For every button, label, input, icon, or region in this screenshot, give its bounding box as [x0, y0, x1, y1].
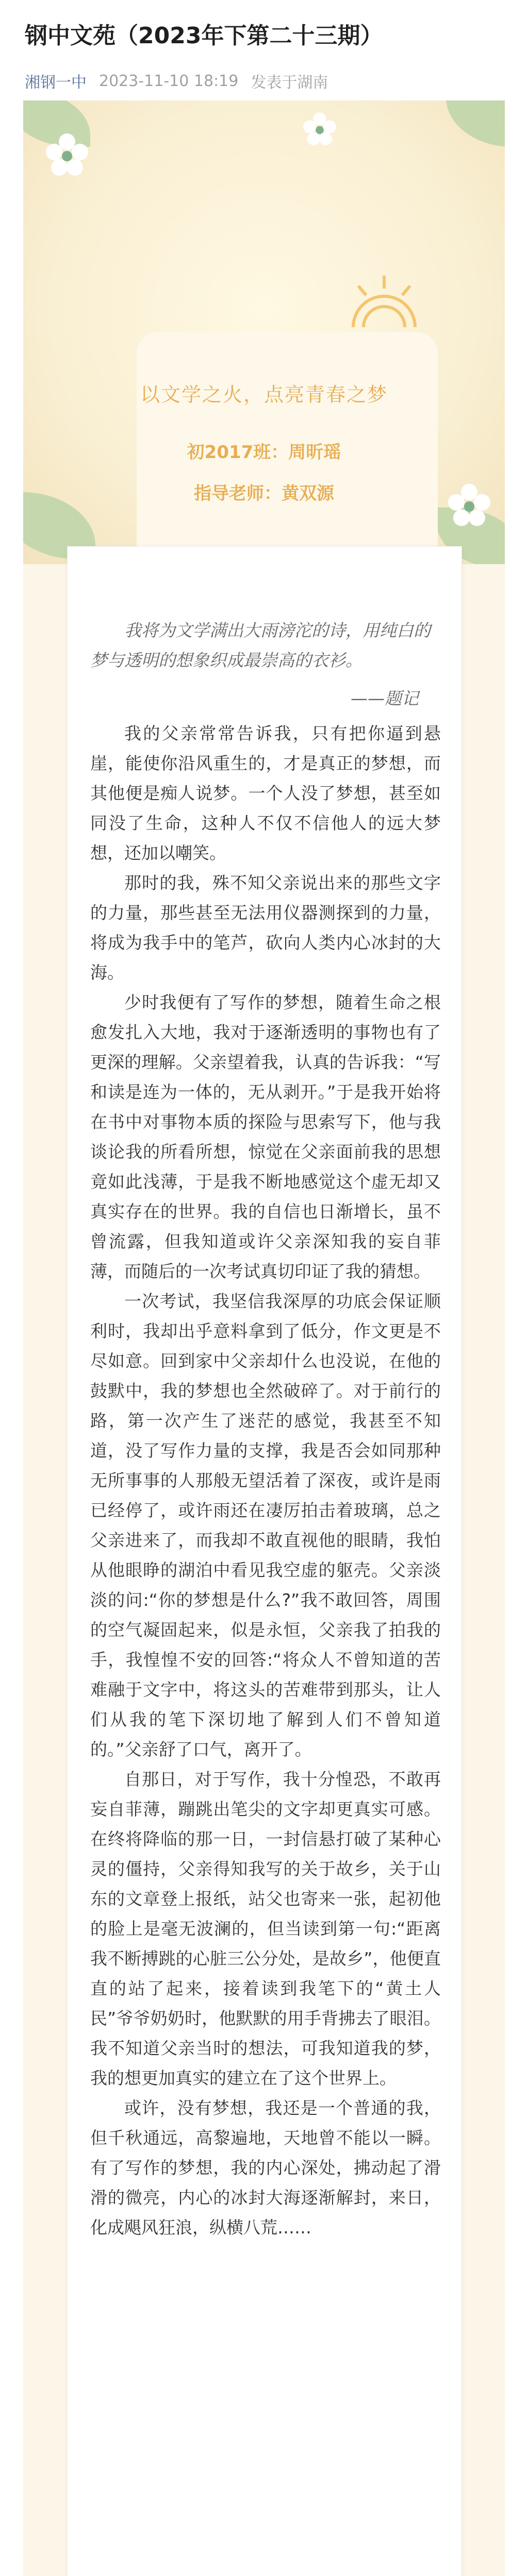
slogan: 以文学之火，点亮青春之梦 — [140, 383, 388, 406]
publish-location: 发表于湖南 — [251, 74, 328, 92]
article-body — [90, 719, 441, 2243]
page-title: 钢中文苑（2023年下第二十三期） — [25, 23, 383, 49]
paragraph: 少时我便有了写作的梦想，随着生命之根愈发扎入大地，我对于逐渐透明的事物也有了更深的理解。父亲望着我，认真的告诉我：“写和读是连为一体的，无从剥开。”于是我开始将在书中对事物本质的探险与思索写下，他与我谈论我的所看所想，惊觉在父亲面前我的思想竟如此浅薄，于是我不断地感觉这个虚无却又真实存在的世界。我的自信也日渐增长，虽不曾流露，但我知道或许父亲深知我的妄自菲薄，而随后的一次考试真切印证了我的猜想。 — [90, 992, 441, 1281]
advisor-name: 指导老师：黄双源 — [194, 483, 334, 504]
paragraph: 自那日，对于写作，我十分惶恐，不敢再妄自菲薄，蹦跳出笔尖的文字却更真实可感。在终将降临的那一日，一封信悬打破了某种心灵的僵持，父亲得知我写的关于故乡，关于山东的文章登上报纸，站父也寄来一张，起初他的脸上是毫无波澜的，但当读到第一句:“距离我不断搏跳的心脏三公分处，是故乡”，他便直直的站了起来，接着读到我笔下的“黄土人民”爷爷奶奶时，他默默的用手背拂去了眼泪。我不知道父亲当时的想法，可我知道我的梦，我的想更加真实的建立在了这个世界上。 — [90, 1769, 441, 2088]
flower-icon — [44, 131, 90, 178]
paragraph: 那时的我，殊不知父亲说出来的那些文字的力量，那些甚至无法用仪器测探到的力量，将成为我手中的笔芦，砍向人类内心冰封的大海。 — [90, 873, 441, 982]
publish-datetime: 2023-11-10 18:19 — [99, 72, 239, 90]
sun-icon — [343, 270, 425, 332]
paragraph: 我的父亲常常告诉我，只有把你逼到悬崖，能使你沿风重生的，才是真正的梦想，而其他便是痴人说梦。一个人没了梦想，甚至如同没了生命，这种人不仅不信他人的远大梦想，还加以嘲笑。 — [90, 723, 441, 863]
paragraph: 或许，没有梦想，我还是一个普通的我，但千秋通远，高黎遍地，天地曾不能以一瞬。有了写作的梦想，我的内心深处，拂动起了滑滑的微亮，内心的冰封大海逐渐解封，来日，化成飓风狂浪，纵横八荒…… — [90, 2098, 441, 2238]
article-meta — [25, 70, 328, 92]
header-card — [23, 100, 505, 564]
epigraph-sign: ——题记 — [351, 688, 419, 708]
flower-icon — [302, 111, 338, 147]
epigraph: 我将为文学满出大雨滂沱的诗，用纯白的梦与透明的想象织成最崇高的衣衫。 — [90, 620, 431, 670]
leaf-decoration — [446, 100, 505, 147]
account-link[interactable]: 湘钢一中 — [25, 74, 87, 92]
author-name: 初2017班：周昕瑶 — [187, 442, 341, 463]
paragraph: 一次考试，我坚信我深厚的功底会保证顺利时，我却出乎意料拿到了低分，作文更是不尽如意。回到家中父亲却什么也没说，在他的鼓默中，我的梦想也全然破碎了。对于前行的路，第一次产生了迷茫的感觉，我甚至不知道，没了写作力量的支撑，我是否会如同那种无所事事的人那般无望活着了深夜，或许是雨已经停了，或许雨还在凄厉拍击着玻璃，总之父亲进来了，而我却不敢直视他的眼睛，我怕从他眼睁的湖泊中看见我空虚的躯壳。父亲淡淡的问:“你的梦想是什么?”我不敢回答，周围的空气凝固起来，似是永恒，父亲我了拍我的手，我惶惶不安的回答:“将众人不曾知道的苦难融于文字中，将这头的苦难带到那头，让人们从我的笔下深切地了解到人们不曾知道的。”父亲舒了口气，离开了。 — [90, 1291, 441, 1759]
